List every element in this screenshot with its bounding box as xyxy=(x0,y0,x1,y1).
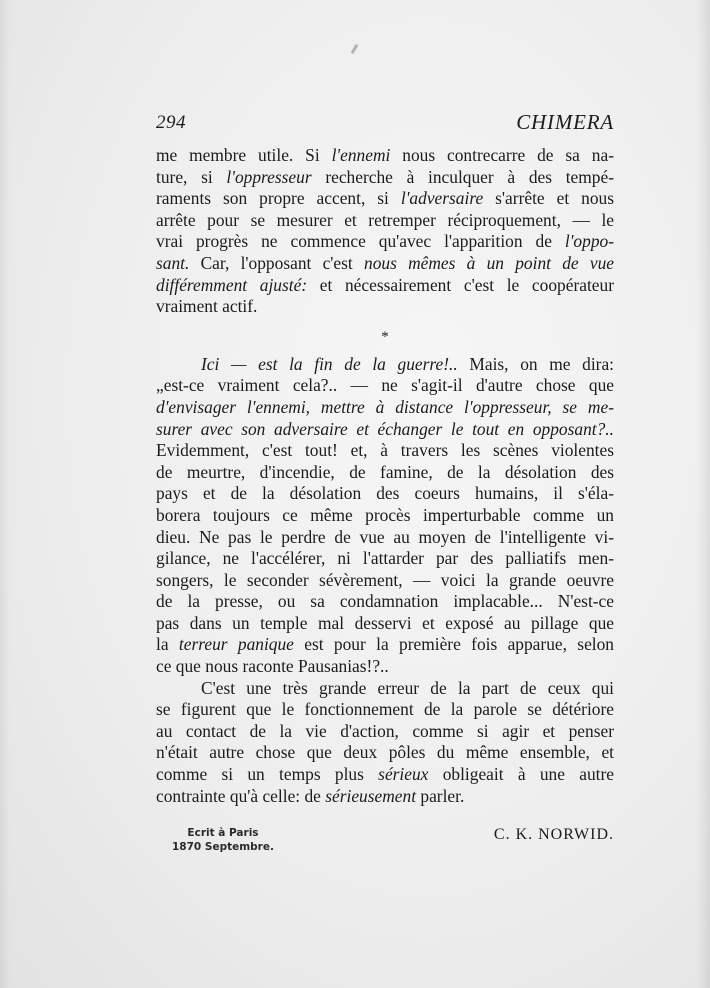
dateline-place: Ecrit à Paris xyxy=(187,827,259,839)
text-line xyxy=(156,231,614,253)
text-line xyxy=(156,591,614,613)
text-line xyxy=(156,188,614,210)
italic-text: sant. xyxy=(156,252,190,273)
text-run: n'était autre chose que deux pôles du même ensemble, et xyxy=(156,742,614,763)
page-header xyxy=(156,108,614,138)
text-line xyxy=(156,483,614,505)
text-line xyxy=(156,462,614,484)
text-line xyxy=(156,613,614,635)
text-run: de la presse, ou sa condamnation implacable... N'est-ce xyxy=(156,591,614,612)
text-line xyxy=(156,742,614,764)
italic-text: l'oppresseur xyxy=(226,166,312,187)
italic-text: l'adversaire xyxy=(400,188,484,209)
text-run: se figurent que le fonctionnement de la parole se détériore xyxy=(156,699,614,720)
section-separator-asterisk: * xyxy=(381,328,389,345)
text-line xyxy=(156,275,614,297)
text-run: borera toujours ce même procès imperturbable comme un xyxy=(156,504,614,525)
text-run: au contact de la vie d'action, comme si agir et penser xyxy=(156,720,614,741)
text-run: „est-ce vraiment cela?.. — ne s'agit-il d'autre chose que xyxy=(156,375,614,396)
text-line xyxy=(156,167,614,189)
body-text xyxy=(156,145,614,807)
text-run: est pour la première fois apparue, selon xyxy=(293,634,615,655)
text-run: arrête pour se mesurer et retremper réciproquement, — le xyxy=(156,209,614,230)
paper-speck xyxy=(351,44,359,54)
text-line xyxy=(156,397,614,419)
text-line xyxy=(156,145,614,167)
text-run: me membre utile. Si xyxy=(156,145,332,165)
text-line xyxy=(156,505,614,527)
text-run: contrainte qu'à celle: de xyxy=(156,785,326,806)
text-run: obligeait à une autre xyxy=(428,764,615,785)
text-line xyxy=(156,419,614,441)
text-line xyxy=(156,354,614,376)
text-run: vraiment actif. xyxy=(156,296,258,317)
text-run: recherche à inculquer à des tempé- xyxy=(311,166,614,187)
text-run: C'est une très grande erreur de la part de ceux qui xyxy=(201,677,614,698)
text-run: la xyxy=(156,634,179,655)
italic-text: terreur panique xyxy=(178,634,294,655)
text-run: comme si un temps plus xyxy=(156,764,379,785)
text-line xyxy=(156,764,614,786)
italic-text: Ici — est la fin de la guerre!.. xyxy=(201,353,458,374)
text-run: parler. xyxy=(416,785,465,806)
text-run: ture, si xyxy=(156,166,227,187)
text-run: Car, l'opposant c'est xyxy=(189,252,364,273)
italic-text: l'ennemi xyxy=(331,145,391,165)
paragraph-1 xyxy=(156,145,614,318)
text-line xyxy=(156,678,614,700)
text-run: Evidemment, c'est tout! et, à travers les scènes violentes xyxy=(156,440,614,461)
text-line xyxy=(156,253,614,275)
italic-text: d'envisager l'ennemi, mettre à distance l'oppresseur, se me- xyxy=(156,396,614,417)
text-line xyxy=(156,548,614,570)
text-run: Mais, on me dira: xyxy=(457,353,615,374)
text-line xyxy=(156,210,614,232)
text-line xyxy=(156,656,614,678)
text-line xyxy=(156,721,614,743)
text-run: songers, le seconder sévèrement, — voici la grande oeuvre xyxy=(156,569,614,590)
page-edge-shadow xyxy=(696,0,710,988)
text-line xyxy=(156,634,614,656)
text-run: nous contrecarre de sa na- xyxy=(390,145,614,165)
text-run: vrai progrès ne commence qu'avec l'apparition de xyxy=(156,231,565,252)
text-run: pays et de la désolation des coeurs humains, il s'éla- xyxy=(156,483,614,504)
text-line xyxy=(156,296,614,318)
text-line xyxy=(156,527,614,549)
text-run: et nécessairement c'est le coopérateur xyxy=(307,274,614,295)
italic-text: nous mêmes à un point de vue xyxy=(364,252,614,273)
italic-text: l'oppo- xyxy=(564,231,614,252)
text-line xyxy=(156,570,614,592)
text-line xyxy=(156,699,614,721)
text-run: pas dans un temple mal desservi et exposé au pillage que xyxy=(156,612,614,633)
italic-text: différemment ajusté: xyxy=(156,274,308,295)
paragraph-2 xyxy=(156,354,614,678)
italic-text: sérieusement xyxy=(325,785,417,806)
text-run: ce que nous raconte Pausanias!?.. xyxy=(156,656,389,677)
text-run: dieu. Ne pas le perdre de vue au moyen de l'intelligente vi- xyxy=(156,526,614,547)
page-left-shadow xyxy=(0,0,10,988)
italic-text: surer avec son adversaire et échanger le tout en opposant?.. xyxy=(156,418,614,439)
paragraph-3 xyxy=(156,678,614,808)
author-signature: C. K. NORWID. xyxy=(493,826,614,843)
dateline-date: 1870 Septembre. xyxy=(172,841,274,853)
text-line xyxy=(156,440,614,462)
text-run: de meurtre, d'incendie, de famine, de la désolation des xyxy=(156,461,614,482)
text-run: s'arrête et nous xyxy=(483,188,615,209)
running-title: CHIMERA xyxy=(516,110,614,134)
text-run: raments son propre accent, si xyxy=(156,188,401,209)
text-line xyxy=(156,786,614,808)
dateline xyxy=(172,826,274,854)
text-line xyxy=(156,375,614,397)
text-run: gilance, ne l'accélérer, ni l'attarder par des palliatifs men- xyxy=(156,548,614,569)
italic-text: sérieux xyxy=(378,764,429,785)
page-number: 294 xyxy=(156,112,186,133)
